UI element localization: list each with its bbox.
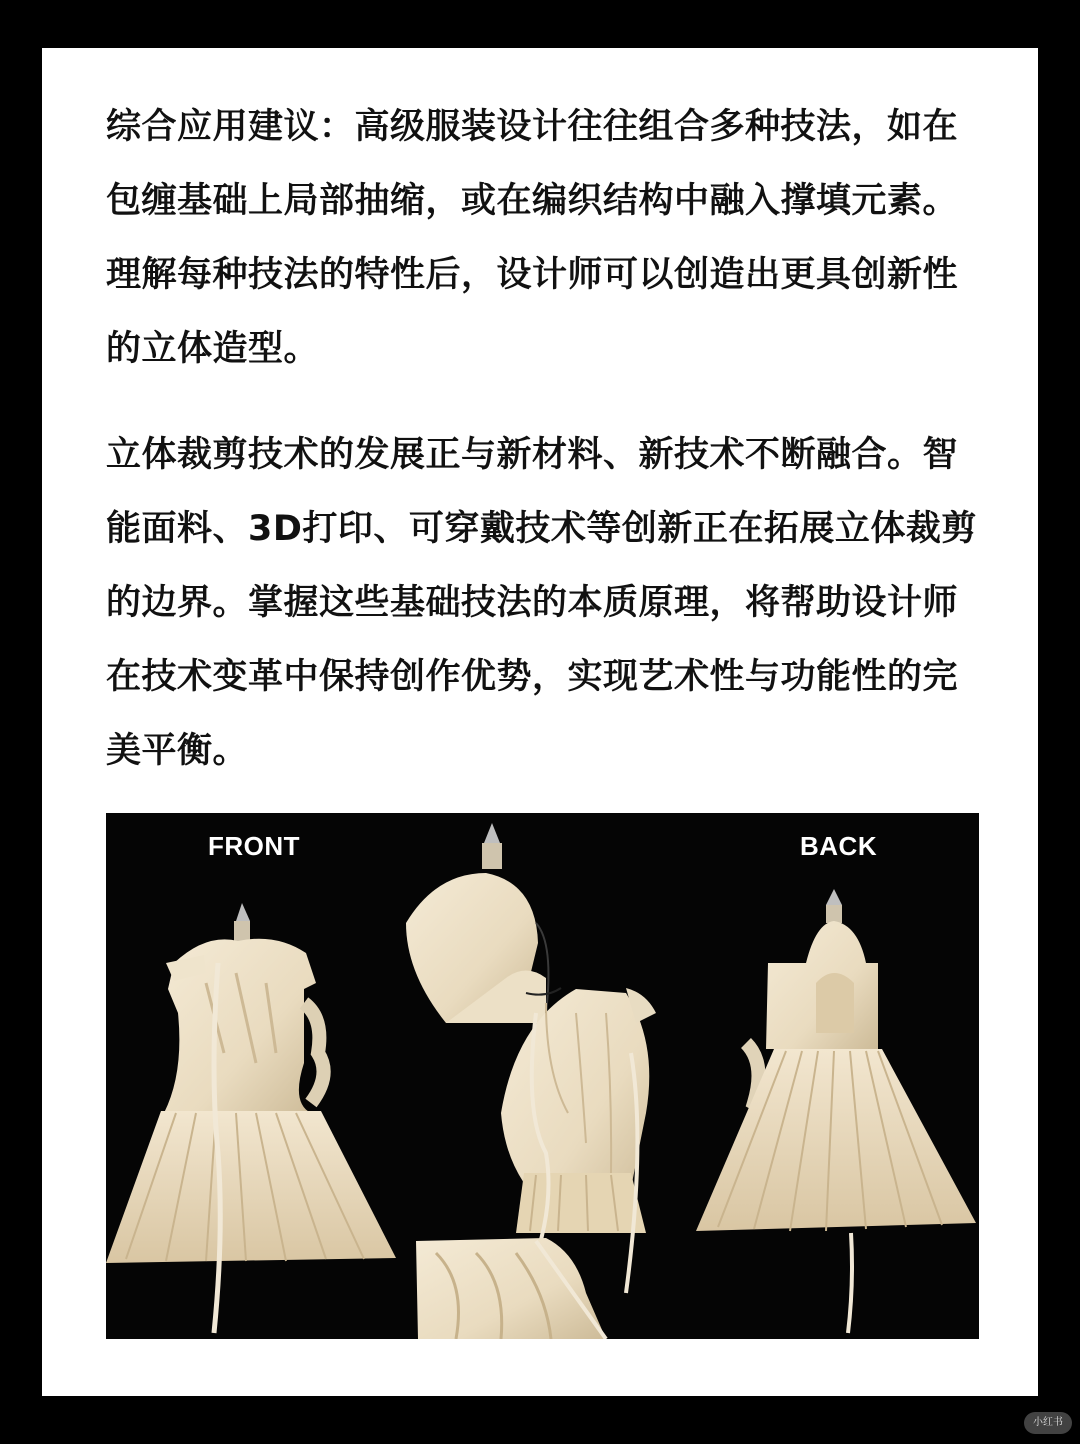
garment-photo [106, 813, 979, 1339]
watermark-badge [1024, 1412, 1072, 1434]
garment-photo-illustration [106, 813, 979, 1339]
watermark-text: 小红书 [1033, 1417, 1063, 1428]
hood-detail-figure [406, 823, 561, 1023]
content-card [42, 48, 1038, 1396]
back-label: BACK [800, 831, 878, 861]
front-label: FRONT [208, 831, 301, 861]
back-dress-figure [696, 889, 976, 1333]
front-dress-figure [106, 903, 396, 1333]
paragraph-combined-application: 综合应用建议：高级服装设计往往组合多种技法，如在包缠基础上局部抽缩，或在编织结构中融入撑填元素。理解每种技法的特性后，设计师可以创造出更具创新性的立体造型。 [106, 107, 959, 369]
paragraph-development-trend: 立体裁剪技术的发展正与新材料、新技术不断融合。智能面料、3D打印、可穿戴技术等创新正在拓展立体裁剪的边界。掌握这些基础技法的本质原理，将帮助设计师在技术变革中保持创作优势，实现艺术性与功能性的完美平衡。 [106, 435, 977, 771]
bodice-closeup-figure [416, 1238, 606, 1339]
